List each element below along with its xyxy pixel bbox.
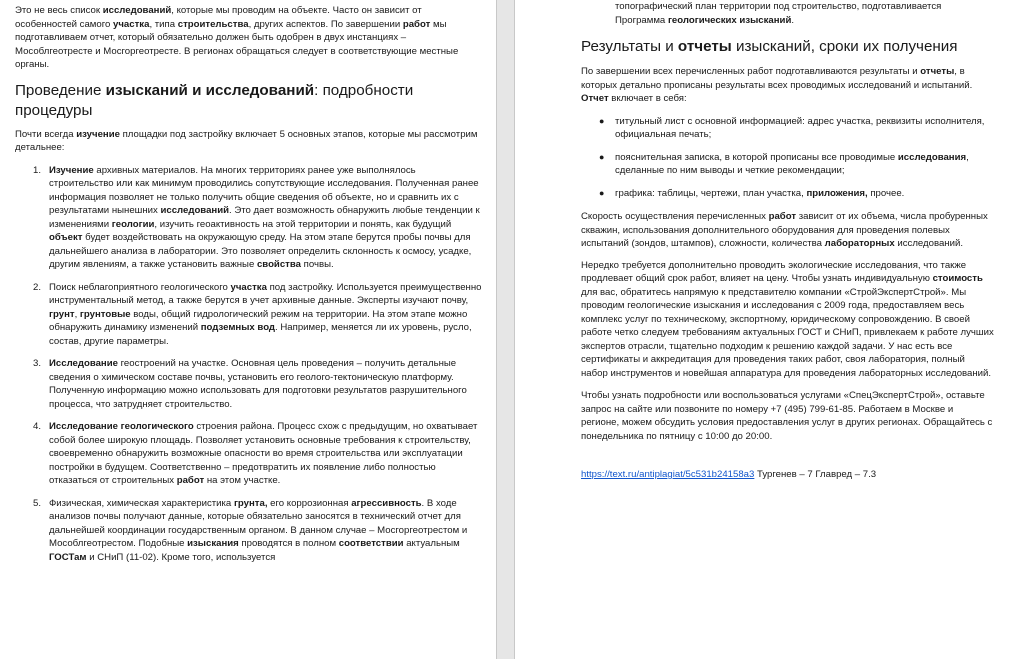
footer-line bbox=[581, 468, 994, 482]
list-item: 2. Поиск неблагоприятного геологического участка под застройку. Используется преимущественно инструментальный метод, а также берутся в учет архивные данные. Эксперты изучают почву, грунт, грунтовые воды, общий гидрологический режим на территории. На этом этапе можно обнаружить динамику изменений подземных вод. Например, меняется ли их уровень, русло, состав, другие параметры. bbox=[33, 281, 482, 347]
list-item: ● графика: таблицы, чертежи, план участка, приложения, прочее. bbox=[599, 187, 905, 199]
lead-paragraph: Почти всегда изучение площадки под застройку включает 5 основных этапов, которые мы рассмотрим детальнее: bbox=[15, 128, 478, 153]
speed-paragraph: Скорость осуществления перечисленных работ зависит от их объема, числа пробуренных скважин, использования дополнительного оборудования для проведения полевых испытаний (зондов, штампов), сложности, количества лабораторных исследований. bbox=[581, 211, 988, 249]
report-contents-list bbox=[581, 115, 994, 201]
results-paragraph: По завершении всех перечисленных работ подготавливаются результаты и отчеты, в которых детально прописаны результаты всех проводимых исследований и испытаний. Отчет включает в себя: bbox=[581, 66, 973, 104]
stages-list bbox=[15, 164, 482, 565]
contact-paragraph: Чтобы узнать подробности или воспользоваться услугами «СпецЭкспертСтрой», оставьте запрос на сайте или позвоните по номеру +7 (495) 799-61-85. Работаем в Москве и регионе, можем обсудить условия предоставления услуг в других регионах. Обращайтесь с понедельника по пятницу с 10:00 до 20:00. bbox=[581, 390, 993, 442]
document-page-left bbox=[0, 0, 497, 659]
list-item: 3. Исследование геостроений на участке. Основная цель проведения – получить детальные сведения о химическом составе почвы, установить его геолого-тектоническую платформу. Полученную информацию можно использовать для подготовки результатов разрушительного процесса, что затрудняет строительство. bbox=[33, 358, 467, 410]
section-heading: Результаты и отчеты изысканий, сроки их получения bbox=[581, 38, 958, 55]
list-item: 1. Изучение архивных материалов. На многих территориях ранее уже выполнялось строительство или как минимум проводились сопутствующие исследования. Полученная ранее информация позволяет не только получить общие сведения об объекте, но и сравнить их с результатами нынешних исследований. Это дает возможность обнаружить любые тенденции к изменениями геологии, изучить геоактивность на этой территории и понять, как будущий объект будет воздействовать на окружающую среду. На этом этапе берутся пробы почвы для дальнейшего анализа в лаборатории. Это позволяет определить склонность к осмосу, усадке, другим явлениям, а также установить важные свойства почвы. bbox=[33, 164, 480, 270]
list-item: ● пояснительная записка, в которой прописаны все проводимые исследования, сделанные по ним выводы и четкие рекомендации; bbox=[599, 151, 969, 176]
intro-paragraph: Это не весь список исследований, которые мы проводим на объекте. Часто он зависит от особенностей самого участка, типа строительства, других аспектов. По завершении работ мы подготавливаем отчет, который обязательно должен быть одобрен в двух инстанциях – Мособлгеотресте и Мосгоргеотресте. В регионах обращаться следует в соответствующие местные органы. bbox=[15, 5, 459, 70]
bullet-icon: ● bbox=[599, 151, 605, 162]
list-item: 5. Физическая, химическая характеристика грунта, его коррозионная агрессивность. В ходе анализов почвы получают данные, которые обязательно заносятся в технический отчет для дальнейшей координации государственным органом. В данном случае – Мосгоргеотрестом и Мособлгеотрестом. Подобные изыскания проводятся в полном соответствии актуальным ГОСТам и СНиП (11-02). Кроме того, используется bbox=[33, 497, 468, 563]
list-item: ● титульный лист с основной информацией: адрес участка, реквизиты исполнителя, официальная печать; bbox=[599, 115, 985, 140]
bullet-icon: ● bbox=[599, 115, 605, 126]
list-item: 4. Исследование геологического строения района. Процесс схож с предыдущим, но охватывает собой более широкую площадь. Позволяет установить основные требования к строительству, своевременно обнаружить возможные опасности во время строительства или эксплуатации постройки в будущем. Соответственно – предотвратить их появление либо полностью отказаться от строительных работ на этом участке. bbox=[33, 421, 478, 486]
company-paragraph: Нередко требуется дополнительно проводить экологические исследования, что также продлевает общий срок работ, влияет на цену. Чтобы узнать индивидуальную стоимость для вас, обратитесь напрямую к представителю компании «СтройЭкспертСтрой». Мы проводим геологические изыскания и исследования с 2009 года, предоставляем весь комплекс услуг по техническому, экспортному, юридическому сопровождению. В своей работе четко следуем требованиям актуальных ГОСТ и СНиП, привлекаем к работе лучших экспертов отрасли, тщательно подходим к решению каждой задачи. У нас есть все сертификаты и аккредитация для проведения таких работ, своя лаборатория, полный набор инструментов и новейшая аппаратура для проведения лабораторных исследований. bbox=[581, 259, 994, 379]
section-heading: Проведение изысканий и исследований: подробности процедуры bbox=[15, 81, 414, 119]
footer-scores: Тургенев – 7 Главред – 7.3 bbox=[754, 469, 877, 480]
document-page-right bbox=[514, 0, 1010, 659]
antiplagiat-link[interactable]: https://text.ru/antiplagiat/5c531b24158a3 bbox=[581, 469, 755, 480]
continued-list-text: топографический план территории под строительство, подготавливается Программа геологических изысканий. bbox=[615, 1, 942, 26]
bullet-icon: ● bbox=[599, 187, 605, 198]
